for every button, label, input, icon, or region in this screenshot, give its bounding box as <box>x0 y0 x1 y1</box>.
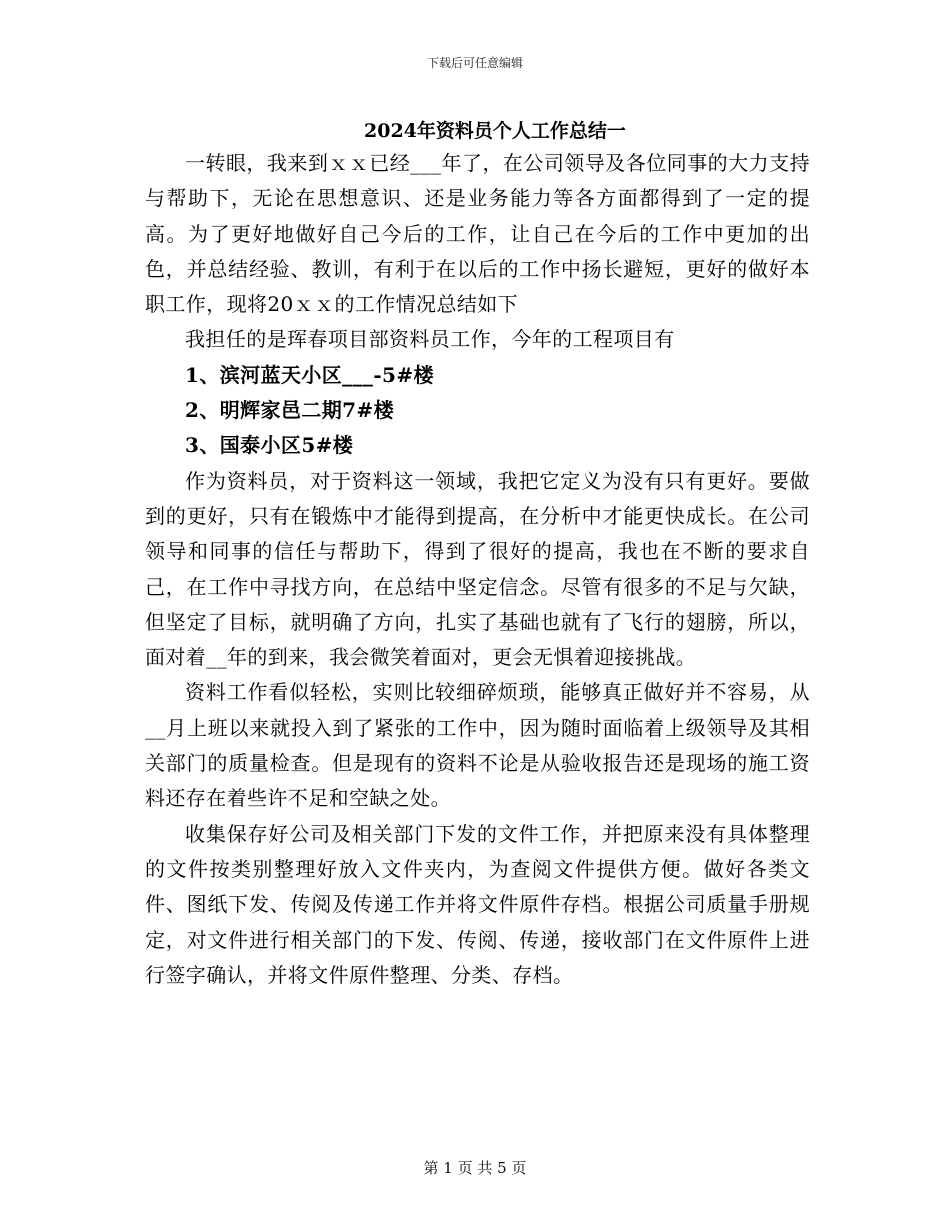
paragraph-intro: 一转眼，我来到ｘｘ已经___年了，在公司领导及各位同事的大力支持与帮助下，无论在思想意识、还是业务能力等各方面都得到了一定的提高。为了更好地做好自己今后的工作，让自己在今后的工作中更加的出色，并总结经验、教训，有利于在以后的工作中扬长避短，更好的做好本职工作，现将20ｘｘ的工作情况总结如下 <box>145 151 810 317</box>
paragraph-file-management: 收集保存好公司及相关部门下发的文件工作，并把原来没有具体整理的文件按类别整理好放入文件夹内，为查阅文件提供方便。做好各类文件、图纸下发、传阅及传递工作并将文件原件存档。根据公司质量手册规定，对文件进行相关部门的下发、传阅、传递，接收部门在文件原件上进行签字确认，并将文件原件整理、分类、存档。 <box>145 821 810 987</box>
project-item-1: 1、滨河蓝天小区___-5#楼 <box>185 362 434 387</box>
page-number: 第 1 页 共 5 页 <box>423 1159 527 1177</box>
paragraph-projects-lead: 我担任的是珲春项目部资料员工作，今年的工程项目有 <box>185 327 675 352</box>
paragraph-definition: 作为资料员，对于资料这一领域，我把它定义为没有只有更好。要做到的更好，只有在锻炼中才能得到提高，在分析中才能更快成长。在公司领导和同事的信任与帮助下，得到了很好的提高，我也在不断的要求自己，在工作中寻找方向，在总结中坚定信念。尽管有很多的不足与欠缺，但坚定了目标，就明确了方向，扎实了基础也就有了飞行的翅膀，所以，面对着__年的到来，我会微笑着面对，更会无惧着迎接挑战。 <box>145 468 810 670</box>
header-note: 下载后可任意编辑 <box>426 56 523 70</box>
document-title: 2024年资料员个人工作总结一 <box>364 120 626 142</box>
project-item-3: 3、国泰小区5#楼 <box>185 433 354 458</box>
project-item-2: 2、明辉家邑二期7#楼 <box>185 398 394 423</box>
paragraph-work-difficulty: 资料工作看似轻松，实则比较细碎烦琐，能够真正做好并不容易，从__月上班以来就投入到了紧张的工作中，因为随时面临着上级领导及其相关部门的质量检查。但是现有的资料不论是从验收报告还是现场的施工资料还存在着些许不足和空缺之处。 <box>145 680 810 811</box>
document-body <box>145 146 810 993</box>
